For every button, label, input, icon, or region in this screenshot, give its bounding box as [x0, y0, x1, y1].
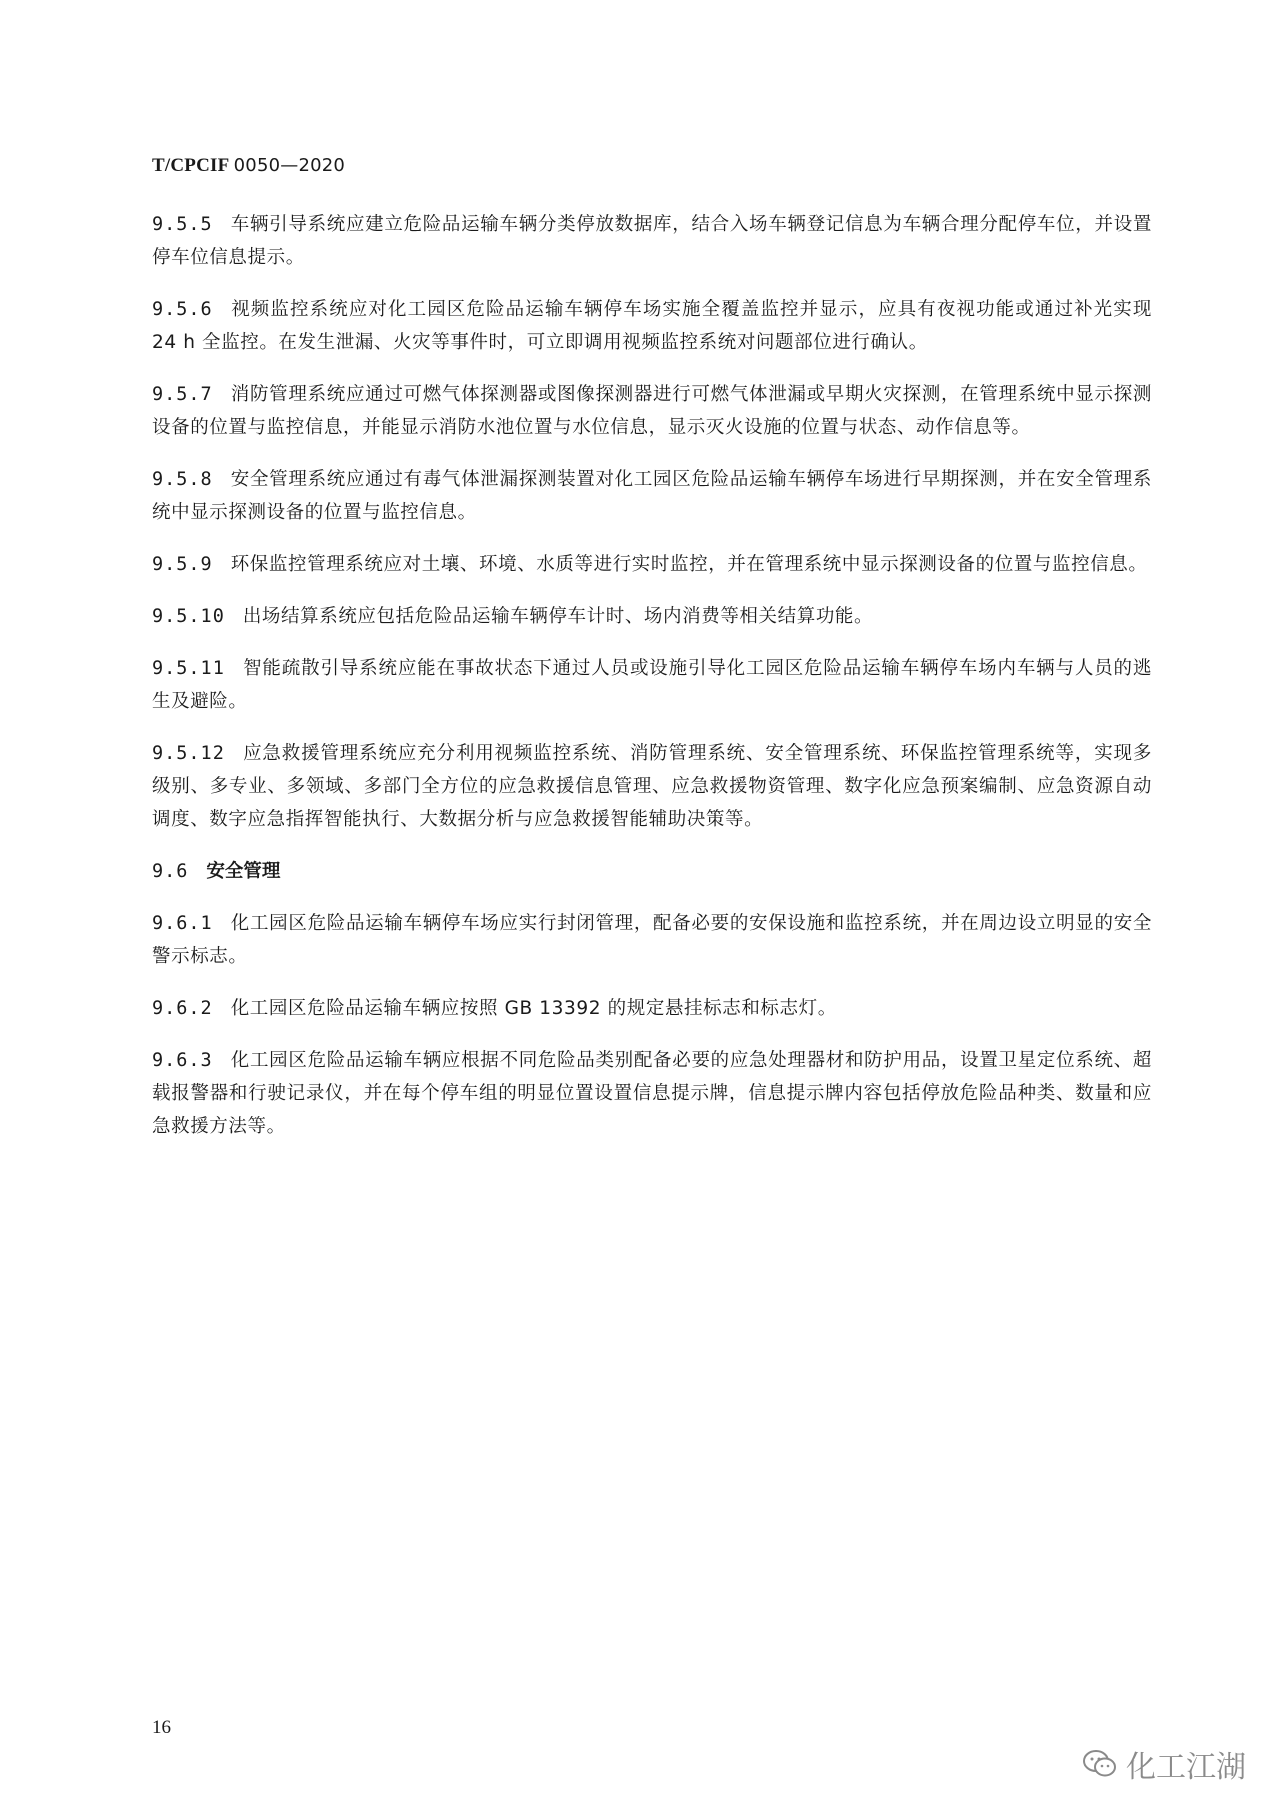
clause-number: 9.5.5 — [152, 214, 213, 235]
clause-number: 9.5.12 — [152, 743, 225, 764]
clause-9-5-6 — [152, 293, 1152, 359]
section-heading-9-6 — [152, 855, 1152, 888]
clause-9-5-12 — [152, 737, 1152, 836]
watermark — [1082, 1742, 1246, 1786]
clause-9-6-3 — [152, 1044, 1152, 1143]
watermark-text: 化工江湖 — [1126, 1750, 1246, 1785]
clause-9-5-10 — [152, 600, 1152, 633]
clause-text: 化工园区危险品运输车辆应按照 GB 13392 的规定悬挂标志和标志灯。 — [230, 998, 837, 1019]
clause-text: 环保监控管理系统应对土壤、环境、水质等进行实时监控，并在管理系统中显示探测设备的位置与监控信息。 — [230, 554, 1148, 575]
clause-number: 9.5.10 — [152, 606, 225, 627]
clause-9-5-9 — [152, 548, 1152, 581]
section-title: 安全管理 — [206, 861, 281, 882]
document-code — [152, 155, 345, 177]
clause-text: 出场结算系统应包括危险品运输车辆停车计时、场内消费等相关结算功能。 — [242, 606, 874, 627]
wechat-icon — [1082, 1749, 1118, 1779]
clause-number: 9.5.9 — [152, 554, 213, 575]
clause-text: 智能疏散引导系统应能在事故状态下通过人员或设施引导化工园区危险品运输车辆停车场内车辆与人员的逃生及避险。 — [152, 658, 1152, 712]
clause-text: 化工园区危险品运输车辆停车场应实行封闭管理，配备必要的安保设施和监控系统，并在周边设立明显的安全警示标志。 — [152, 913, 1152, 967]
clause-9-6-1 — [152, 907, 1152, 973]
clause-text: 化工园区危险品运输车辆应根据不同危险品类别配备必要的应急处理器材和防护用品，设置卫星定位系统、超载报警器和行驶记录仪，并在每个停车组的明显位置设置信息提示牌，信息提示牌内容包括停放危险品种类、数量和应急救援方法等。 — [152, 1050, 1152, 1137]
clause-text: 安全管理系统应通过有毒气体泄漏探测装置对化工园区危险品运输车辆停车场进行早期探测，并在安全管理系统中显示探测设备的位置与监控信息。 — [152, 469, 1152, 523]
clause-text: 应急救援管理系统应充分利用视频监控系统、消防管理系统、安全管理系统、环保监控管理系统等，实现多级别、多专业、多领域、多部门全方位的应急救援信息管理、应急救援物资管理、数字化应急预案编制、应急资源自动调度、数字应急指挥智能执行、大数据分析与应急救援智能辅助决策等。 — [152, 743, 1152, 830]
clause-text: 视频监控系统应对化工园区危险品运输车辆停车场实施全覆盖监控并显示，应具有夜视功能或通过补光实现 24 h 全监控。在发生泄漏、火灾等事件时，可立即调用视频监控系统对问题部位进行确认。 — [152, 299, 1152, 353]
clause-number: 9.5.11 — [152, 658, 225, 679]
clause-number: 9.5.6 — [152, 299, 213, 320]
clause-9-5-8 — [152, 463, 1152, 529]
clause-number: 9.6.1 — [152, 913, 213, 934]
clause-9-5-7 — [152, 378, 1152, 444]
clause-9-5-5 — [152, 208, 1152, 274]
document-body — [152, 208, 1152, 1162]
document-code-prefix: T/CPCIF — [152, 155, 229, 176]
clause-text: 消防管理系统应通过可燃气体探测器或图像探测器进行可燃气体泄漏或早期火灾探测，在管理系统中显示探测设备的位置与监控信息，并能显示消防水池位置与水位信息，显示灭火设施的位置与状态、动作信息等。 — [152, 384, 1152, 438]
clause-number: 9.5.7 — [152, 384, 213, 405]
clause-number: 9.5.8 — [152, 469, 213, 490]
clause-9-5-11 — [152, 652, 1152, 718]
document-code-number: 0050—2020 — [233, 155, 346, 176]
page-number: 16 — [152, 1717, 171, 1738]
clause-text: 车辆引导系统应建立危险品运输车辆分类停放数据库，结合入场车辆登记信息为车辆合理分配停车位，并设置停车位信息提示。 — [152, 214, 1152, 268]
clause-number: 9.6.3 — [152, 1050, 213, 1071]
clause-number: 9.6.2 — [152, 998, 213, 1019]
clause-9-6-2 — [152, 992, 1152, 1025]
section-number: 9.6 — [152, 861, 189, 882]
